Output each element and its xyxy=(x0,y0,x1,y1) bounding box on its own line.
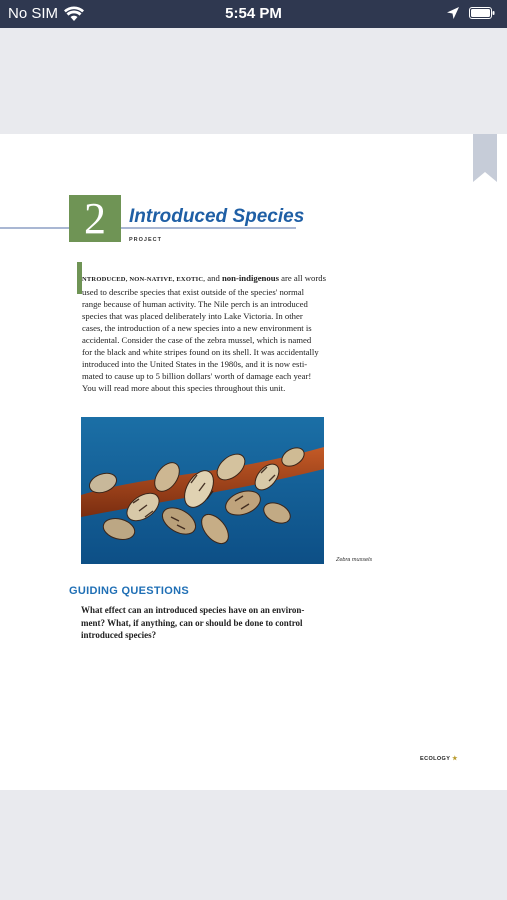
bookmark-icon[interactable] xyxy=(473,134,497,182)
project-label: PROJECT xyxy=(129,237,162,243)
page-title: Introduced Species xyxy=(129,206,305,227)
intro-line: used to describe species that exist outside of the species' normal xyxy=(82,287,305,297)
guiding-questions-text xyxy=(81,604,363,642)
book-page[interactable] xyxy=(0,134,507,790)
guiding-question-line: introduced species? xyxy=(81,630,157,640)
intro-line: mated to cause up to 5 billion dollars' worth of damage each year! xyxy=(82,371,312,381)
intro-line: range because of human activity. The Nile perch is an introduced xyxy=(82,299,308,309)
intro-line: cases, the introduction of a new species into a new environment is xyxy=(82,323,312,333)
star-icon: ★ xyxy=(452,756,458,762)
clock: 5:54 PM xyxy=(225,5,282,22)
intro-paragraph xyxy=(82,272,364,394)
intro-line: introduced into the United States in the 1980s, and it is now esti- xyxy=(82,359,308,369)
page-footer xyxy=(420,755,458,762)
chapter-number: 2 xyxy=(69,195,121,242)
intro-lead: NTRODUCED, NON-NATIVE, EXOTIC, xyxy=(82,276,206,283)
intro-line: species that was placed deliberately into Lake Victoria. In other xyxy=(82,311,303,321)
intro-line xyxy=(82,272,364,286)
intro-bold-term: non-indigenous xyxy=(221,273,279,283)
carrier-label: No SIM xyxy=(8,5,59,22)
photo-caption: Zebra mussels xyxy=(336,557,373,563)
battery-icon xyxy=(469,7,495,19)
location-arrow-icon xyxy=(446,6,460,20)
status-bar xyxy=(0,0,507,28)
footer-section-label: ECOLOGY xyxy=(420,756,451,762)
guiding-question-line: What effect can an introduced species have on an environ- xyxy=(81,605,305,615)
zebra-mussels-photo xyxy=(81,417,324,564)
guiding-questions-heading: GUIDING QUESTIONS xyxy=(69,585,189,597)
intro-line: accidental. Consider the case of the zebra mussel, which is named xyxy=(82,335,312,345)
guiding-question-line: ment? What, if anything, can or should be done to control xyxy=(81,617,303,628)
intro-and: and xyxy=(205,273,222,283)
intro-line: You will read more about this species throughout this unit. xyxy=(82,383,286,393)
intro-line: for the black and white stripes found on its shell. It was accidentally xyxy=(82,347,319,357)
intro-line1-rest: are all words xyxy=(278,273,326,283)
